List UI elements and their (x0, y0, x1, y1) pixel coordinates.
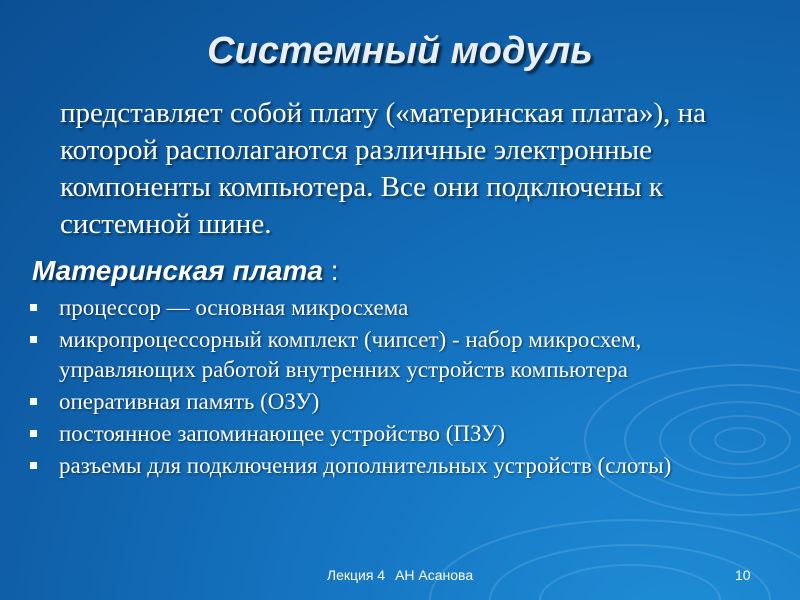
list-item (30, 325, 775, 385)
list-item (30, 419, 775, 449)
subtitle-head: Материнская плата (32, 255, 323, 286)
list-item-text: процессор — основная микросхема (59, 295, 409, 320)
slide-title: Системный модуль (207, 30, 593, 72)
subtitle-tail: : (322, 255, 339, 286)
square-bullet-icon (30, 398, 37, 405)
footer (0, 567, 800, 583)
list-item-text: разъемы для подключения дополнительных устройств (слоты) (59, 453, 672, 478)
square-bullet-icon (30, 462, 37, 469)
page-number: 10 (735, 567, 751, 583)
list-item-text: оперативная память (ОЗУ) (59, 389, 320, 414)
component-list (30, 293, 775, 483)
square-bullet-icon (30, 336, 37, 343)
list-item (30, 387, 775, 417)
list-item (30, 293, 775, 323)
list-item (30, 451, 775, 481)
footer-lecture: Лекция 4 (326, 567, 386, 583)
square-bullet-icon (30, 430, 37, 437)
list-item-text: постоянное запоминающее устройство (ПЗУ) (59, 421, 505, 446)
square-bullet-icon (30, 304, 37, 311)
list-item-text: микропроцессорный комплект (чипсет) - набор микросхем, управляющих работой внутренних устройств компьютера (59, 327, 642, 382)
subtitle (32, 255, 339, 287)
footer-author: АН Асанова (395, 567, 474, 583)
intro-paragraph: представляет собой плату («материнская плата»), на которой располагаются различные электронные компоненты компьютера. Все они подключены к системной шине. (60, 97, 707, 240)
